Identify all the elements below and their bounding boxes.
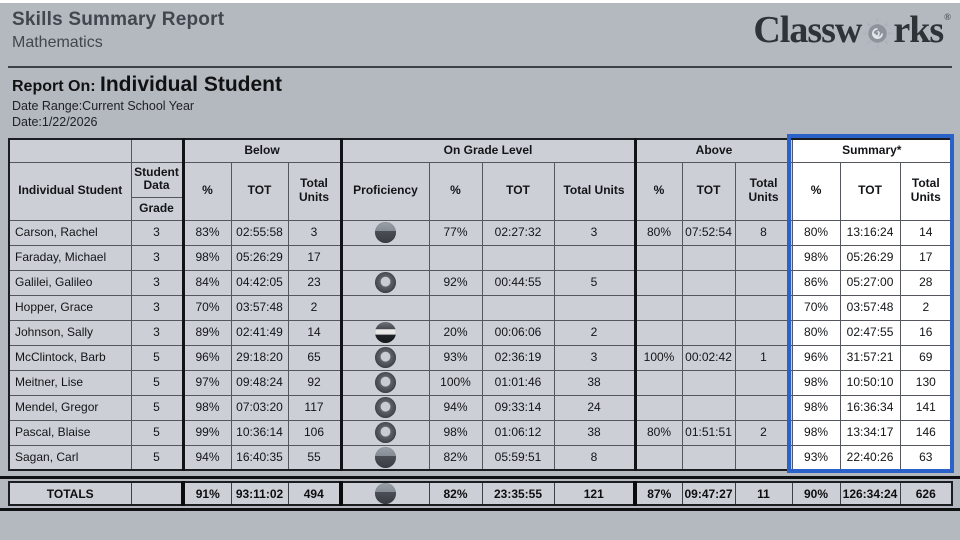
totals-row: [9, 482, 952, 505]
empty-header-cell: [131, 139, 183, 162]
ogl-units-cell: 3: [554, 345, 635, 370]
above-tot-cell: 00:02:42: [682, 345, 735, 370]
proficiency-ring-icon: [375, 422, 396, 443]
col-header-above-units: Total Units: [735, 162, 792, 220]
below-pct-cell: 98%: [183, 245, 231, 270]
col-header-summary-pct: %: [792, 162, 840, 220]
report-on-value: Individual Student: [100, 73, 282, 96]
grade-cell: 5: [131, 420, 183, 445]
summary-tot-cell: 13:16:24: [840, 220, 900, 245]
ogl-tot-cell: [482, 295, 554, 320]
below-tot-cell: 02:41:49: [231, 320, 288, 345]
below-tot-cell: 16:40:35: [231, 445, 288, 470]
above-pct-cell: 80%: [635, 220, 682, 245]
grade-cell: 5: [131, 345, 183, 370]
below-tot-cell: 09:48:24: [231, 370, 288, 395]
above-tot-cell: [682, 370, 735, 395]
ogl-units-cell: 38: [554, 420, 635, 445]
proficiency-ring-icon: [375, 272, 396, 293]
above-pct-cell: [635, 370, 682, 395]
col-header-below-units: Total Units: [288, 162, 341, 220]
col-header-student-data-grade: [131, 162, 183, 220]
below-tot-cell: 07:03:20: [231, 395, 288, 420]
summary-tot-cell: 16:36:34: [840, 395, 900, 420]
student-name-cell: Johnson, Sally: [9, 320, 131, 345]
above-tot-cell: [682, 445, 735, 470]
summary-pct-cell: 98%: [792, 370, 840, 395]
table-row: [9, 270, 952, 295]
summary-units-cell: 17: [900, 245, 952, 270]
grade-cell: 3: [131, 295, 183, 320]
table-row: [9, 295, 952, 320]
below-pct-cell: 98%: [183, 395, 231, 420]
summary-units-cell: 130: [900, 370, 952, 395]
above-pct-cell: [635, 320, 682, 345]
ogl-tot-cell: 05:59:51: [482, 445, 554, 470]
below-pct-cell: 96%: [183, 345, 231, 370]
below-pct-cell: 91%: [183, 482, 231, 505]
proficiency-cell: [341, 345, 429, 370]
below-units-cell: 14: [288, 320, 341, 345]
ogl-pct-cell: 100%: [429, 370, 482, 395]
header-divider: [8, 66, 952, 68]
logo-text-left: Classw: [753, 9, 862, 51]
summary-units-cell: 14: [900, 220, 952, 245]
ogl-pct-cell: [429, 295, 482, 320]
above-units-cell: [735, 320, 792, 345]
summary-pct-cell: 90%: [792, 482, 840, 505]
below-pct-cell: 70%: [183, 295, 231, 320]
table-row: [9, 420, 952, 445]
student-name-cell: Hopper, Grace: [9, 295, 131, 320]
below-units-cell: 2: [288, 295, 341, 320]
summary-units-cell: 2: [900, 295, 952, 320]
above-units-cell: [735, 295, 792, 320]
column-header-row: [9, 162, 952, 220]
summary-units-cell: 69: [900, 345, 952, 370]
summary-tot-cell: 10:50:10: [840, 370, 900, 395]
table-row: [9, 320, 952, 345]
date-range-label: Date Range:Current School Year: [12, 99, 195, 113]
above-pct-cell: 100%: [635, 345, 682, 370]
ogl-tot-cell: 02:27:32: [482, 220, 554, 245]
col-header-ogl-pct: %: [429, 162, 482, 220]
proficiency-half-filled-icon: [375, 483, 396, 504]
student-name-cell: Meitner, Lise: [9, 370, 131, 395]
skills-table-wrap: [8, 138, 953, 471]
summary-units-cell: 626: [900, 482, 952, 505]
ogl-tot-cell: 02:36:19: [482, 345, 554, 370]
proficiency-ring-icon: [375, 347, 396, 368]
group-header-on-grade-level: On Grade Level: [341, 139, 635, 162]
report-table-body: [9, 220, 952, 470]
col-header-below-tot: TOT: [231, 162, 288, 220]
below-tot-cell: 10:36:14: [231, 420, 288, 445]
group-header-summary: Summary*: [792, 139, 952, 162]
above-tot-cell: [682, 320, 735, 345]
proficiency-cell: [341, 295, 429, 320]
col-header-summary-tot: TOT: [840, 162, 900, 220]
above-units-cell: 11: [735, 482, 792, 505]
above-pct-cell: 87%: [635, 482, 682, 505]
below-pct-cell: 84%: [183, 270, 231, 295]
summary-units-cell: 28: [900, 270, 952, 295]
proficiency-cell: [341, 395, 429, 420]
proficiency-cell: [341, 245, 429, 270]
group-header-below: Below: [183, 139, 341, 162]
below-units-cell: 117: [288, 395, 341, 420]
proficiency-minus-icon: [375, 322, 396, 343]
ogl-units-cell: 8: [554, 445, 635, 470]
subject-label: Mathematics: [12, 34, 103, 51]
summary-pct-cell: 98%: [792, 395, 840, 420]
report-on-label: Report On:: [12, 78, 96, 95]
ogl-pct-cell: 77%: [429, 220, 482, 245]
summary-units-cell: 141: [900, 395, 952, 420]
above-tot-cell: [682, 395, 735, 420]
group-header-row: [9, 139, 952, 162]
above-units-cell: 2: [735, 420, 792, 445]
ogl-tot-cell: 00:44:55: [482, 270, 554, 295]
proficiency-ring-icon: [375, 372, 396, 393]
above-pct-cell: [635, 270, 682, 295]
ogl-tot-cell: 01:06:12: [482, 420, 554, 445]
col-header-grade: Grade: [139, 201, 174, 216]
col-header-above-pct: %: [635, 162, 682, 220]
student-name-cell: Carson, Rachel: [9, 220, 131, 245]
below-units-cell: 23: [288, 270, 341, 295]
col-header-above-tot: TOT: [682, 162, 735, 220]
col-header-ogl-units: Total Units: [554, 162, 635, 220]
proficiency-half-filled-icon: [375, 447, 396, 468]
below-pct-cell: 97%: [183, 370, 231, 395]
ogl-units-cell: 5: [554, 270, 635, 295]
grade-cell: [131, 482, 183, 505]
summary-tot-cell: 31:57:21: [840, 345, 900, 370]
classworks-logo: [753, 8, 950, 52]
summary-tot-cell: 03:57:48: [840, 295, 900, 320]
ogl-pct-cell: 92%: [429, 270, 482, 295]
summary-units-cell: 146: [900, 420, 952, 445]
grade-cell: 5: [131, 445, 183, 470]
proficiency-cell: [341, 370, 429, 395]
summary-pct-cell: 96%: [792, 345, 840, 370]
below-tot-cell: 29:18:20: [231, 345, 288, 370]
summary-tot-cell: 05:27:00: [840, 270, 900, 295]
below-pct-cell: 94%: [183, 445, 231, 470]
title-block: [12, 9, 224, 52]
below-tot-cell: 05:26:29: [231, 245, 288, 270]
skills-summary-table: [8, 138, 953, 471]
ogl-pct-cell: 98%: [429, 420, 482, 445]
student-name-cell: Galilei, Galileo: [9, 270, 131, 295]
proficiency-cell: [341, 320, 429, 345]
proficiency-cell: [341, 270, 429, 295]
col-header-proficiency: Proficiency: [341, 162, 429, 220]
col-header-below-pct: %: [183, 162, 231, 220]
table-row: [9, 245, 952, 270]
summary-pct-cell: 86%: [792, 270, 840, 295]
above-tot-cell: [682, 270, 735, 295]
ogl-units-cell: [554, 295, 635, 320]
summary-tot-cell: 22:40:26: [840, 445, 900, 470]
totals-table-body: [9, 482, 952, 505]
student-name-cell: McClintock, Barb: [9, 345, 131, 370]
ogl-pct-cell: 94%: [429, 395, 482, 420]
grade-cell: 3: [131, 245, 183, 270]
summary-pct-cell: 80%: [792, 320, 840, 345]
group-header-above: Above: [635, 139, 792, 162]
below-tot-cell: 03:57:48: [231, 295, 288, 320]
table-row: [9, 220, 952, 245]
ogl-tot-cell: 09:33:14: [482, 395, 554, 420]
summary-pct-cell: 93%: [792, 445, 840, 470]
below-pct-cell: 99%: [183, 420, 231, 445]
grade-cell: 5: [131, 395, 183, 420]
ogl-pct-cell: 82%: [429, 445, 482, 470]
student-name-cell: Pascal, Blaise: [9, 420, 131, 445]
above-units-cell: [735, 370, 792, 395]
table-row: [9, 445, 952, 470]
proficiency-cell: [341, 482, 429, 505]
above-pct-cell: [635, 445, 682, 470]
proficiency-ring-icon: [375, 397, 396, 418]
below-units-cell: 106: [288, 420, 341, 445]
logo-text-right: rks: [893, 9, 944, 51]
grade-cell: 3: [131, 320, 183, 345]
proficiency-cell: [341, 420, 429, 445]
ogl-tot-cell: [482, 245, 554, 270]
page-title: Skills Summary Report: [12, 9, 225, 30]
above-tot-cell: 01:51:51: [682, 420, 735, 445]
above-units-cell: [735, 445, 792, 470]
sun-swirl-icon: [861, 14, 893, 47]
summary-tot-cell: 02:47:55: [840, 320, 900, 345]
col-header-summary-units: Total Units: [900, 162, 952, 220]
summary-units-cell: 16: [900, 320, 952, 345]
proficiency-cell: [341, 445, 429, 470]
ogl-pct-cell: [429, 245, 482, 270]
summary-tot-cell: 126:34:24: [840, 482, 900, 505]
totals-band: [0, 476, 960, 511]
above-units-cell: [735, 245, 792, 270]
proficiency-half-filled-icon: [375, 222, 396, 243]
totals-label-cell: TOTALS: [9, 482, 131, 505]
ogl-tot-cell: 01:01:46: [482, 370, 554, 395]
date-label: Date:1/22/2026: [12, 115, 98, 129]
below-units-cell: 92: [288, 370, 341, 395]
summary-tot-cell: 13:34:17: [840, 420, 900, 445]
above-pct-cell: [635, 295, 682, 320]
below-units-cell: 3: [288, 220, 341, 245]
col-header-student: Individual Student: [9, 162, 131, 220]
above-units-cell: 8: [735, 220, 792, 245]
below-units-cell: 55: [288, 445, 341, 470]
above-tot-cell: 07:52:54: [682, 220, 735, 245]
summary-pct-cell: 98%: [792, 245, 840, 270]
ogl-units-cell: 3: [554, 220, 635, 245]
student-name-cell: Sagan, Carl: [9, 445, 131, 470]
ogl-units-cell: 121: [554, 482, 635, 505]
ogl-units-cell: 2: [554, 320, 635, 345]
ogl-pct-cell: 20%: [429, 320, 482, 345]
empty-header-cell: [9, 139, 131, 162]
table-row: [9, 370, 952, 395]
summary-units-cell: 63: [900, 445, 952, 470]
above-pct-cell: [635, 395, 682, 420]
above-tot-cell: [682, 295, 735, 320]
col-header-student-data: Student Data: [132, 163, 182, 199]
below-pct-cell: 83%: [183, 220, 231, 245]
above-tot-cell: 09:47:27: [682, 482, 735, 505]
proficiency-cell: [341, 220, 429, 245]
above-units-cell: [735, 395, 792, 420]
col-header-ogl-tot: TOT: [482, 162, 554, 220]
above-pct-cell: [635, 245, 682, 270]
summary-pct-cell: 80%: [792, 220, 840, 245]
ogl-units-cell: [554, 245, 635, 270]
ogl-pct-cell: 93%: [429, 345, 482, 370]
below-tot-cell: 02:55:58: [231, 220, 288, 245]
table-row: [9, 345, 952, 370]
ogl-pct-cell: 82%: [429, 482, 482, 505]
below-tot-cell: 93:11:02: [231, 482, 288, 505]
ogl-units-cell: 38: [554, 370, 635, 395]
grade-cell: 5: [131, 370, 183, 395]
student-name-cell: Mendel, Gregor: [9, 395, 131, 420]
grade-cell: 3: [131, 220, 183, 245]
ogl-units-cell: 24: [554, 395, 635, 420]
student-name-cell: Faraday, Michael: [9, 245, 131, 270]
totals-table: [8, 481, 953, 506]
above-units-cell: 1: [735, 345, 792, 370]
summary-pct-cell: 70%: [792, 295, 840, 320]
below-units-cell: 494: [288, 482, 341, 505]
report-on-line: [12, 73, 282, 97]
registered-mark: ®: [944, 12, 951, 22]
below-pct-cell: 89%: [183, 320, 231, 345]
grade-cell: 3: [131, 270, 183, 295]
ogl-tot-cell: 23:35:55: [482, 482, 554, 505]
above-tot-cell: [682, 245, 735, 270]
below-units-cell: 17: [288, 245, 341, 270]
summary-pct-cell: 98%: [792, 420, 840, 445]
table-row: [9, 395, 952, 420]
above-pct-cell: 80%: [635, 420, 682, 445]
below-tot-cell: 04:42:05: [231, 270, 288, 295]
summary-tot-cell: 05:26:29: [840, 245, 900, 270]
ogl-tot-cell: 00:06:06: [482, 320, 554, 345]
below-units-cell: 65: [288, 345, 341, 370]
top-edge: [0, 0, 960, 3]
above-units-cell: [735, 270, 792, 295]
